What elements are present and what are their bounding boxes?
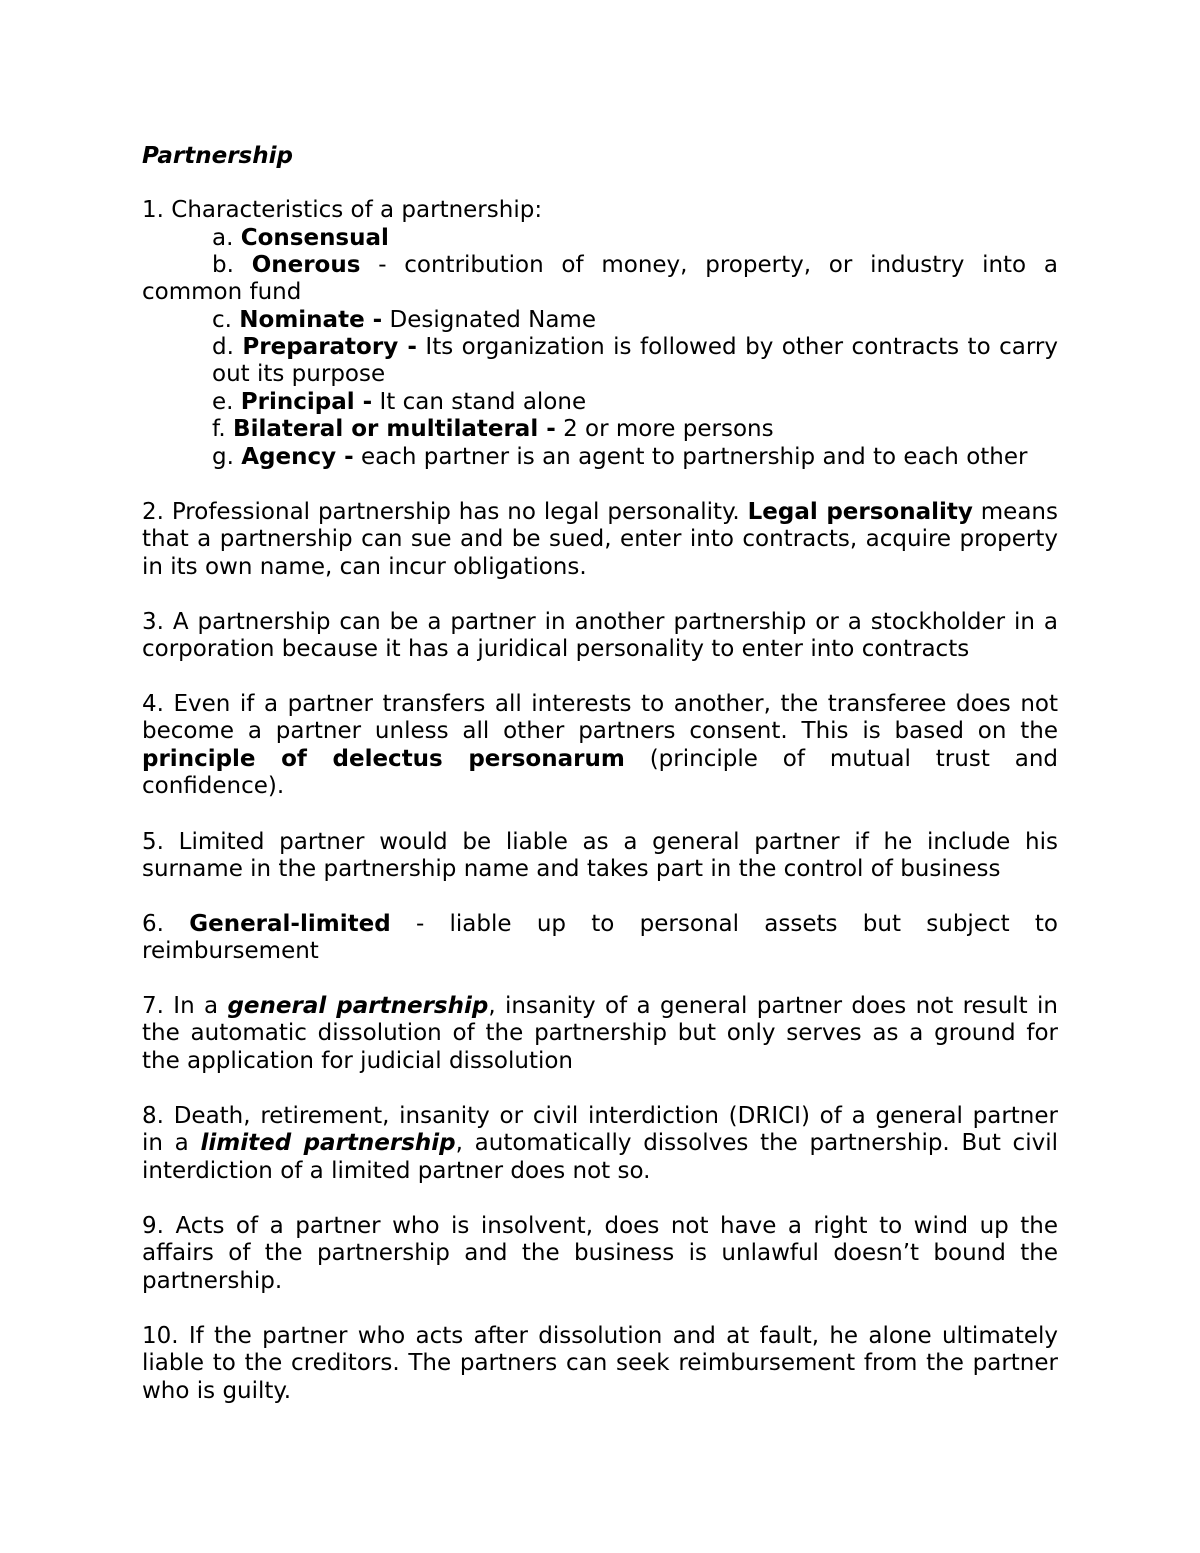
item-5: 5. Limited partner would be liable as a general partner if he include his surname in the partnership name and takes part in the control of business [142, 829, 1058, 883]
term-nominate: Nominate - [239, 307, 383, 333]
item-9: 9. Acts of a partner who is insolvent, does not have a right to wind up the affairs of the partnership and the business is unlawful doesn’t bound the partnership. [142, 1213, 1058, 1294]
term-delectus-personarum: principle of delectus personarum [142, 745, 625, 772]
item-1-intro: 1. Characteristics of a partnership: [142, 197, 543, 223]
item-4: 4. Even if a partner transfers all interests to another, the transferee does not become a partner unless all other partners consent. This is based on the principle of delectus personarum (principle of mutual trust and confidence). [142, 691, 1058, 800]
item-7: 7. In a general partnership, insanity of a general partner does not result in the automatic dissolution of the partnership but only serves as a ground for the application for judicial dissolution [142, 993, 1058, 1074]
item-1g: g. Agency - each partner is an agent to partnership and to each other [212, 444, 1028, 470]
term-principal: Principal - [240, 389, 373, 415]
item-3: 3. A partnership can be a partner in another partnership or a stockholder in a corporation because it has a juridical personality to enter into contracts [142, 609, 1058, 663]
term-preparatory: Preparatory - [242, 334, 417, 360]
item-6: 6. General-limited - liable up to personal assets but subject to reimbursement [142, 911, 1058, 965]
item-2: 2. Professional partnership has no legal personality. Legal personality means that a partnership can sue and be sued, enter into contracts, acquire property in its own name, can incur obligations. [142, 499, 1058, 580]
item-1a: a. Consensual [212, 225, 389, 251]
term-general-partnership: general partnership [227, 993, 489, 1019]
item-10: 10. If the partner who acts after dissolution and at fault, he alone ultimately liable to the creditors. The partners can seek reimbursement from the partner who is guilty. [142, 1323, 1058, 1404]
document-title: Partnership [142, 143, 293, 169]
term-limited-partnership: limited partnership [200, 1130, 456, 1157]
item-1f: f. Bilateral or multilateral - 2 or more persons [212, 416, 774, 442]
term-onerous: Onerous [251, 252, 361, 278]
term-bilateral: Bilateral or multilateral - [233, 416, 556, 442]
item-1d: d. Preparatory - Its organization is followed by other contracts to carry out its purpose [212, 334, 1058, 388]
item-1e: e. Principal - It can stand alone [212, 389, 587, 415]
term-agency: Agency - [241, 444, 354, 470]
term-general-limited: General-limited [189, 911, 391, 937]
item-1c: c. Nominate - Designated Name [212, 307, 596, 333]
term-consensual: Consensual [240, 225, 389, 251]
item-1b: b. Onerous - contribution of money, property, or industry into a common fund [142, 252, 1058, 306]
term-legal-personality: Legal personality [747, 499, 973, 525]
item-8: 8. Death, retirement, insanity or civil interdiction (DRICI) of a general partner in a limited partnership, automatically dissolves the partnership. But civil interdiction of a limited partner does not so. [142, 1103, 1058, 1184]
